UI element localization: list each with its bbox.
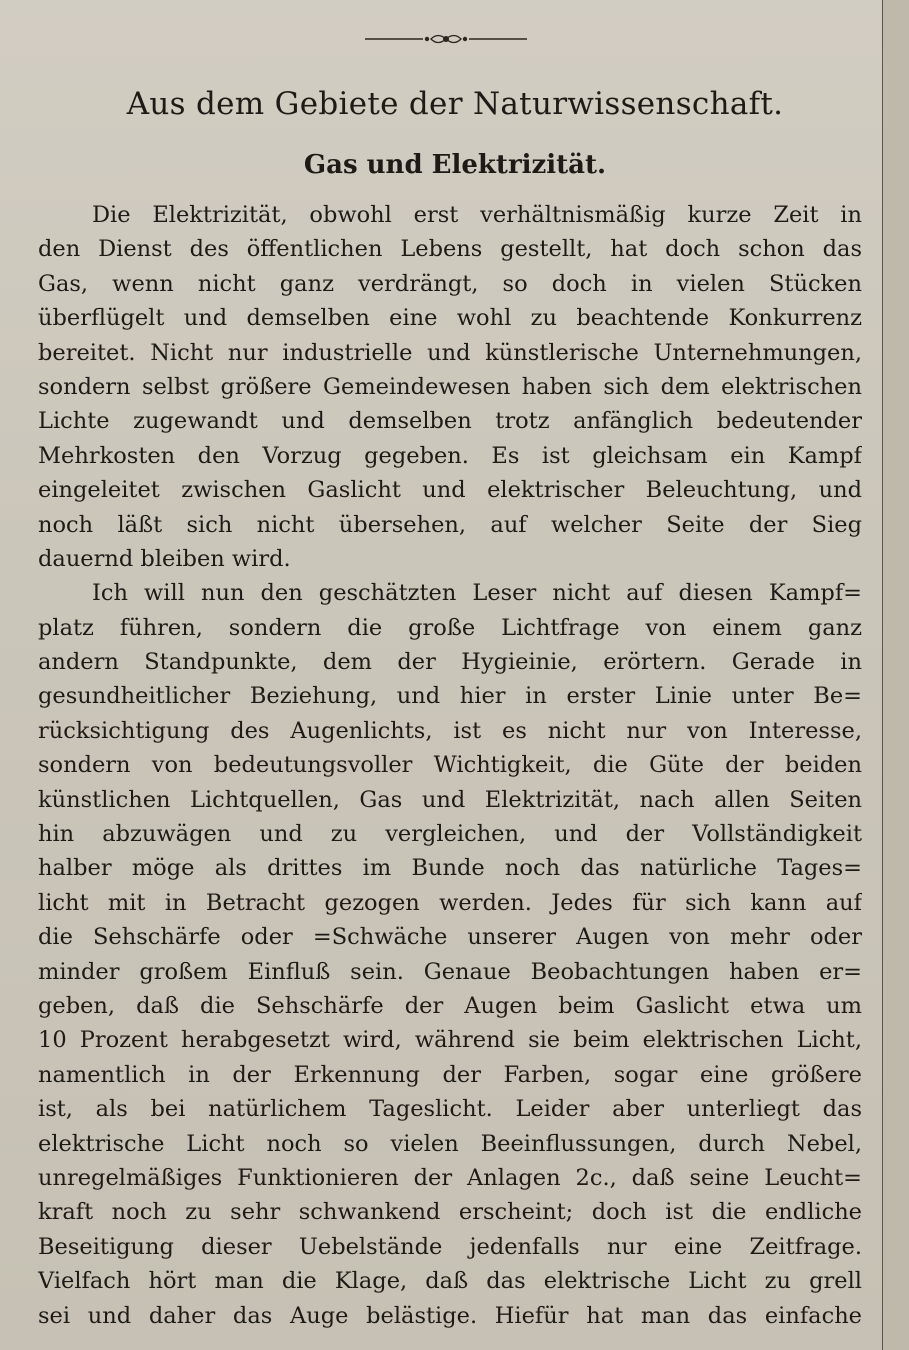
text-line: andern Standpunkte, dem der Hygieinie, erörtern. Gerade in (38, 649, 862, 676)
text-line: Vielfach hört man die Klage, daß das elektrische Licht zu grell (38, 1268, 862, 1295)
text-line: licht mit in Betracht gezogen werden. Jedes für sich kann auf (38, 889, 862, 916)
text-line: künstlichen Lichtquellen, Gas und Elektrizität, nach allen Seiten (38, 786, 862, 813)
text-line: die Sehschärfe oder =Schwäche unserer Augen von mehr oder (38, 924, 862, 951)
text-line: 10 Prozent herabgesetzt wird, während sie beim elektrischen Licht, (38, 1027, 862, 1054)
text-line: Gas, wenn nicht ganz verdrängt, so doch in vielen Stücken (38, 270, 862, 297)
text-line: geben, daß die Sehschärfe der Augen beim Gaslicht etwa um (38, 992, 862, 1019)
text-line: Die Elektrizität, obwohl erst verhältnismäßig kurze Zeit in (92, 202, 862, 228)
text-line: Mehrkosten den Vorzug gegeben. Es ist gleichsam ein Kampf (38, 442, 862, 469)
text-line: rücksichtigung des Augenlichts, ist es nicht nur von Interesse, (38, 717, 862, 744)
adjacent-column-edge (883, 0, 909, 1350)
text-line: sondern von bedeutungsvoller Wichtigkeit, die Güte der beiden (38, 752, 862, 779)
text-line: platz führen, sondern die große Lichtfrage von einem ganz (38, 614, 862, 641)
text-line: noch läßt sich nicht übersehen, auf welcher Seite der Sieg (38, 511, 862, 538)
text-line: hin abzuwägen und zu vergleichen, und der Vollständigkeit (38, 821, 862, 848)
text-line: unregelmäßiges Funktionieren der Anlagen 2c., daß seine Leucht= (38, 1164, 862, 1191)
text-line: halber möge als drittes im Bunde noch das natürliche Tages= (38, 855, 862, 882)
text-line: kraft noch zu sehr schwankend erscheint; doch ist die endliche (38, 1199, 862, 1226)
text-line: elektrische Licht noch so vielen Beeinflussungen, durch Nebel, (38, 1130, 862, 1157)
text-line: den Dienst des öffentlichen Lebens gestellt, hat doch schon das (38, 236, 862, 263)
text-line: namentlich in der Erkennung der Farben, sogar eine größere (38, 1061, 862, 1088)
text-line: Beseitigung dieser Uebelstände jedenfalls nur eine Zeitfrage. (38, 1233, 862, 1260)
text-line: dauernd bleiben wird. (38, 545, 291, 572)
text-line: gesundheitlicher Beziehung, und hier in erster Linie unter Be= (38, 683, 862, 710)
text-line: bereitet. Nicht nur industrielle und künstlerische Unternehmungen, (38, 339, 862, 366)
text-line: Lichte zugewandt und demselben trotz anfänglich bedeutender (38, 408, 862, 435)
article-body (38, 198, 862, 1333)
text-line: eingeleitet zwischen Gaslicht und elektrischer Beleuchtung, und (38, 477, 862, 504)
text-line: Ich will nun den geschätzten Leser nicht auf diesen Kampf= (92, 580, 862, 607)
text-line: überflügelt und demselben eine wohl zu beachtende Konkurrenz (38, 305, 862, 332)
text-line: sondern selbst größere Gemeindewesen haben sich dem elektrischen (38, 373, 862, 400)
text-line: minder großem Einfluß sein. Genaue Beobachtungen haben er= (38, 958, 862, 985)
ornament-divider-icon (365, 30, 527, 48)
article-section-title: Aus dem Gebiete der Naturwissenschaft. (126, 86, 784, 122)
text-line: sei und daher das Auge belästige. Hiefür hat man das einfache (38, 1302, 862, 1329)
article-headline: Gas und Elektrizität. (303, 150, 607, 180)
column-rule (882, 0, 883, 1350)
text-line: ist, als bei natürlichem Tageslicht. Leider aber unterliegt das (38, 1096, 862, 1123)
